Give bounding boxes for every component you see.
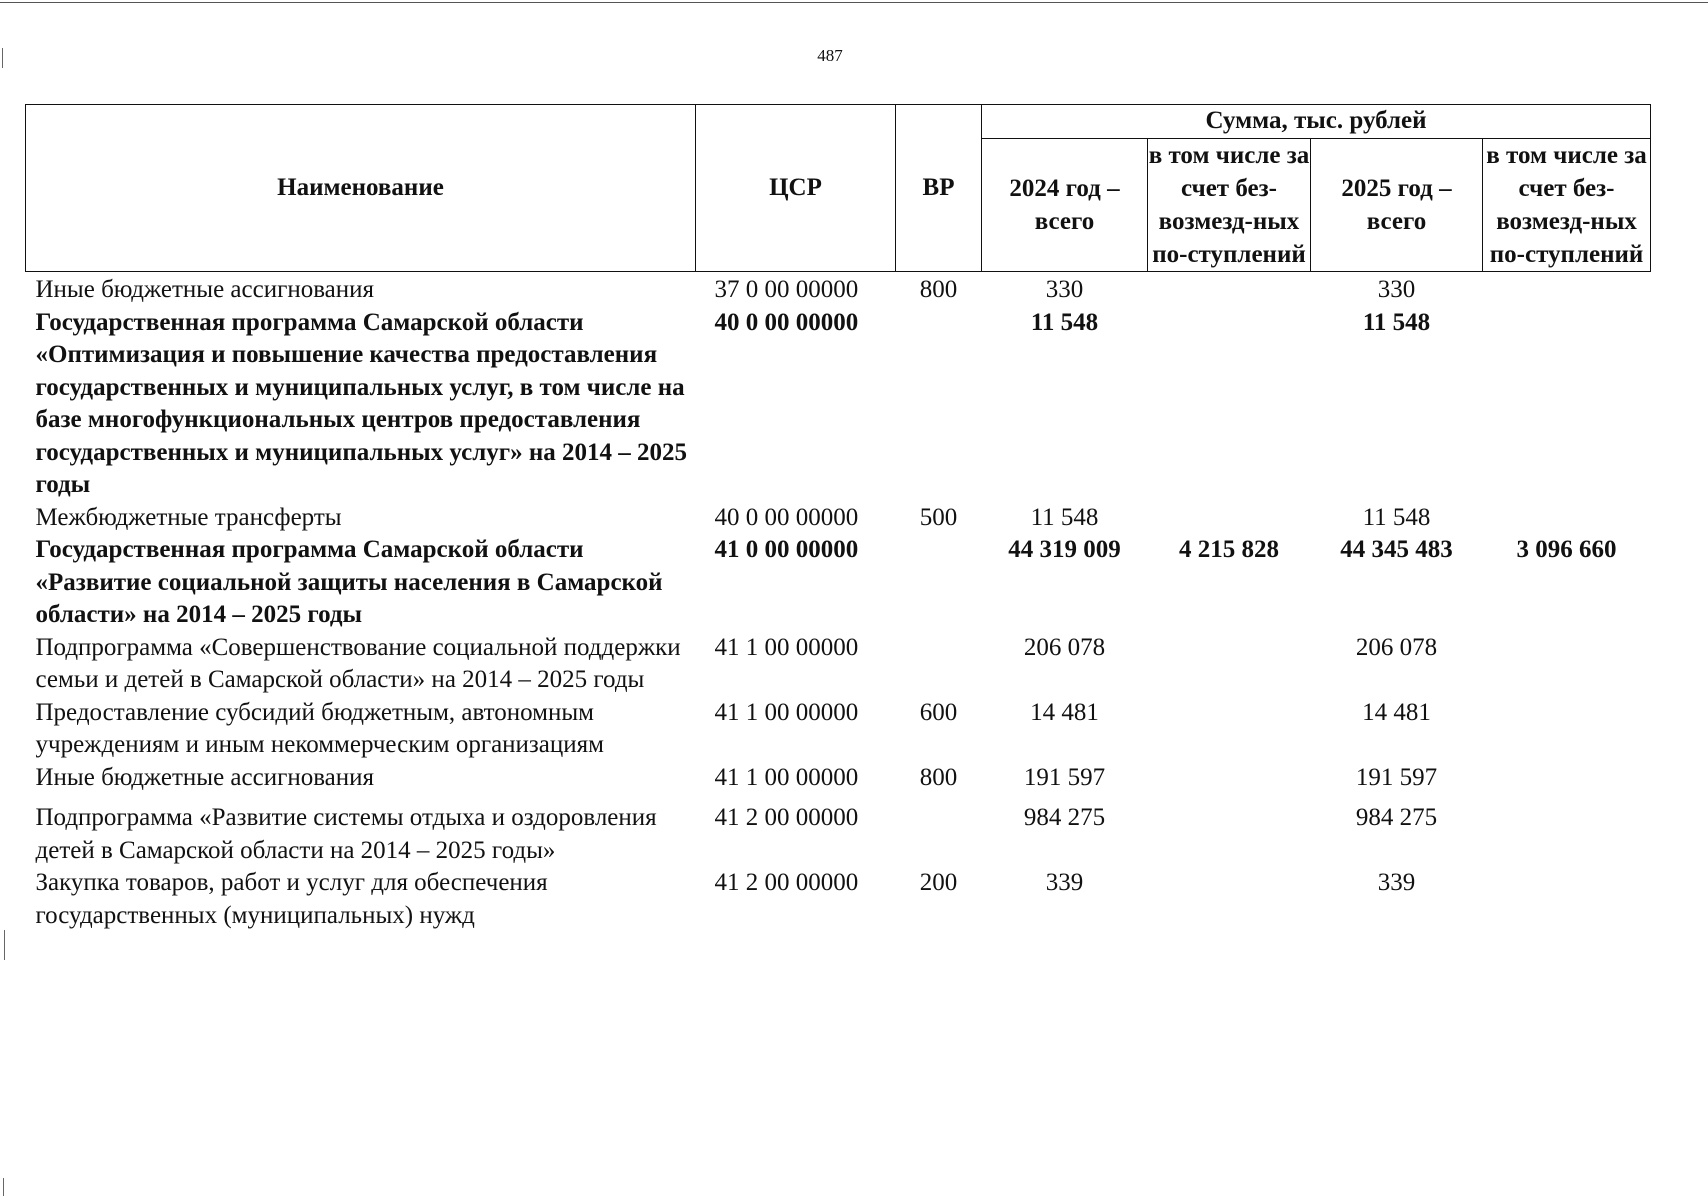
row-vr: 200 bbox=[919, 869, 958, 896]
row-2024-total: 11 548 bbox=[1030, 308, 1099, 336]
table-row bbox=[26, 867, 1651, 932]
table-row bbox=[26, 762, 1651, 795]
header-csr: ЦСР bbox=[696, 105, 896, 272]
row-2025-total: 11 548 bbox=[1362, 503, 1431, 531]
row-name: Государственная программа Самарской области «Развитие социальной защиты населения в Самарской области» на 2014 – 2025 годы bbox=[35, 536, 663, 628]
header-2024-total: 2024 год – всего bbox=[982, 139, 1148, 272]
row-name: Подпрограмма «Развитие системы отдыха и оздоровления детей в Самарской области на 2014 – 2025 годы» bbox=[35, 804, 657, 864]
scan-artifact bbox=[4, 930, 5, 960]
scan-artifact bbox=[3, 1178, 4, 1196]
header-vr: ВР bbox=[896, 105, 982, 272]
row-2025-total: 984 275 bbox=[1355, 804, 1438, 831]
row-name: Предоставление субсидий бюджетным, автономным учреждениям и иным некоммерческим организациям bbox=[35, 698, 604, 758]
row-2024-total: 191 597 bbox=[1023, 763, 1106, 791]
table-row bbox=[26, 632, 1651, 697]
row-2024-total: 11 548 bbox=[1030, 503, 1099, 531]
row-csr: 37 0 00 00000 bbox=[714, 276, 859, 303]
row-2025-total: 11 548 bbox=[1362, 308, 1431, 336]
row-2024-total: 206 078 bbox=[1023, 633, 1106, 661]
row-2024-total: 330 bbox=[1045, 276, 1084, 303]
table-row bbox=[26, 794, 1651, 867]
row-2025-grants bbox=[1483, 272, 1651, 307]
row-csr: 41 2 00 00000 bbox=[714, 804, 859, 831]
row-2025-grants bbox=[1483, 307, 1651, 502]
header-2025-grants: в том числе за счет без-возмезд-ных по-ступлений bbox=[1483, 139, 1651, 272]
row-csr: 41 1 00 00000 bbox=[714, 633, 859, 661]
row-2025-grants bbox=[1483, 762, 1651, 795]
row-name: Иные бюджетные ассигнования bbox=[35, 276, 375, 303]
row-2025-total: 191 597 bbox=[1355, 763, 1438, 791]
row-2024-grants bbox=[1148, 632, 1311, 697]
row-2024-total: 339 bbox=[1045, 869, 1084, 896]
row-csr: 41 1 00 00000 bbox=[714, 698, 859, 726]
header-2024-grants: в том числе за счет без-возмезд-ных по-ступлений bbox=[1148, 139, 1311, 272]
table-row bbox=[26, 272, 1651, 307]
row-vr bbox=[896, 632, 982, 697]
row-vr: 800 bbox=[919, 276, 958, 303]
row-name: Межбюджетные трансферты bbox=[35, 503, 342, 531]
row-2025-total: 206 078 bbox=[1355, 633, 1438, 661]
row-csr: 41 0 00 00000 bbox=[714, 536, 859, 563]
row-2025-total: 14 481 bbox=[1362, 698, 1431, 726]
row-2025-grants bbox=[1483, 632, 1651, 697]
row-vr: 800 bbox=[919, 763, 958, 791]
row-2024-grants: 4 215 828 bbox=[1179, 536, 1279, 563]
row-name: Государственная программа Самарской области «Оптимизация и повышение качества предоставления государственных и муниципальных услуг, в том числе на базе многофункциональных центров предоставления государственных и муниципальных услуг» на 2014 – 2025 годы bbox=[35, 308, 687, 498]
row-2025-grants bbox=[1483, 697, 1651, 762]
page-number: 487 bbox=[817, 46, 843, 65]
row-2024-grants bbox=[1148, 697, 1311, 762]
row-2025-grants bbox=[1483, 794, 1651, 867]
row-vr bbox=[896, 534, 982, 632]
table-row bbox=[26, 534, 1651, 632]
header-2025-total: 2025 год – всего bbox=[1311, 139, 1483, 272]
row-2025-grants bbox=[1483, 867, 1651, 932]
row-csr: 40 0 00 00000 bbox=[714, 308, 859, 336]
row-2024-grants bbox=[1148, 307, 1311, 502]
row-2025-grants: 3 096 660 bbox=[1516, 536, 1617, 563]
row-2024-grants bbox=[1148, 272, 1311, 307]
row-2024-total: 14 481 bbox=[1030, 698, 1099, 726]
row-2025-grants bbox=[1483, 502, 1651, 535]
table-row bbox=[26, 502, 1651, 535]
row-name: Закупка товаров, работ и услуг для обеспечения государственных (муниципальных) нужд bbox=[35, 869, 548, 929]
row-2024-grants bbox=[1148, 762, 1311, 795]
row-vr: 500 bbox=[919, 503, 958, 531]
row-csr: 41 2 00 00000 bbox=[714, 869, 859, 896]
row-2024-grants bbox=[1148, 794, 1311, 867]
row-2024-total: 984 275 bbox=[1023, 804, 1106, 831]
row-2024-grants bbox=[1148, 502, 1311, 535]
row-2025-total: 339 bbox=[1377, 869, 1416, 896]
row-vr bbox=[896, 794, 982, 867]
scan-artifact bbox=[2, 48, 3, 68]
row-2025-total: 330 bbox=[1377, 276, 1416, 303]
budget-table bbox=[25, 104, 1651, 932]
row-name: Иные бюджетные ассигнования bbox=[35, 763, 375, 791]
header-sum-group: Сумма, тыс. рублей bbox=[982, 105, 1651, 139]
row-vr: 600 bbox=[919, 698, 958, 726]
row-2024-total: 44 319 009 bbox=[1008, 536, 1121, 563]
row-csr: 41 1 00 00000 bbox=[714, 763, 859, 791]
table-row bbox=[26, 697, 1651, 762]
row-2025-total: 44 345 483 bbox=[1340, 536, 1453, 563]
row-name: Подпрограмма «Совершенствование социальной поддержки семьи и детей в Самарской области» на 2014 – 2025 годы bbox=[35, 633, 681, 693]
top-scan-border bbox=[0, 2, 1708, 3]
header-name: Наименование bbox=[26, 105, 696, 272]
row-csr: 40 0 00 00000 bbox=[714, 503, 859, 531]
row-2024-grants bbox=[1148, 867, 1311, 932]
row-vr bbox=[896, 307, 982, 502]
table-row bbox=[26, 307, 1651, 502]
